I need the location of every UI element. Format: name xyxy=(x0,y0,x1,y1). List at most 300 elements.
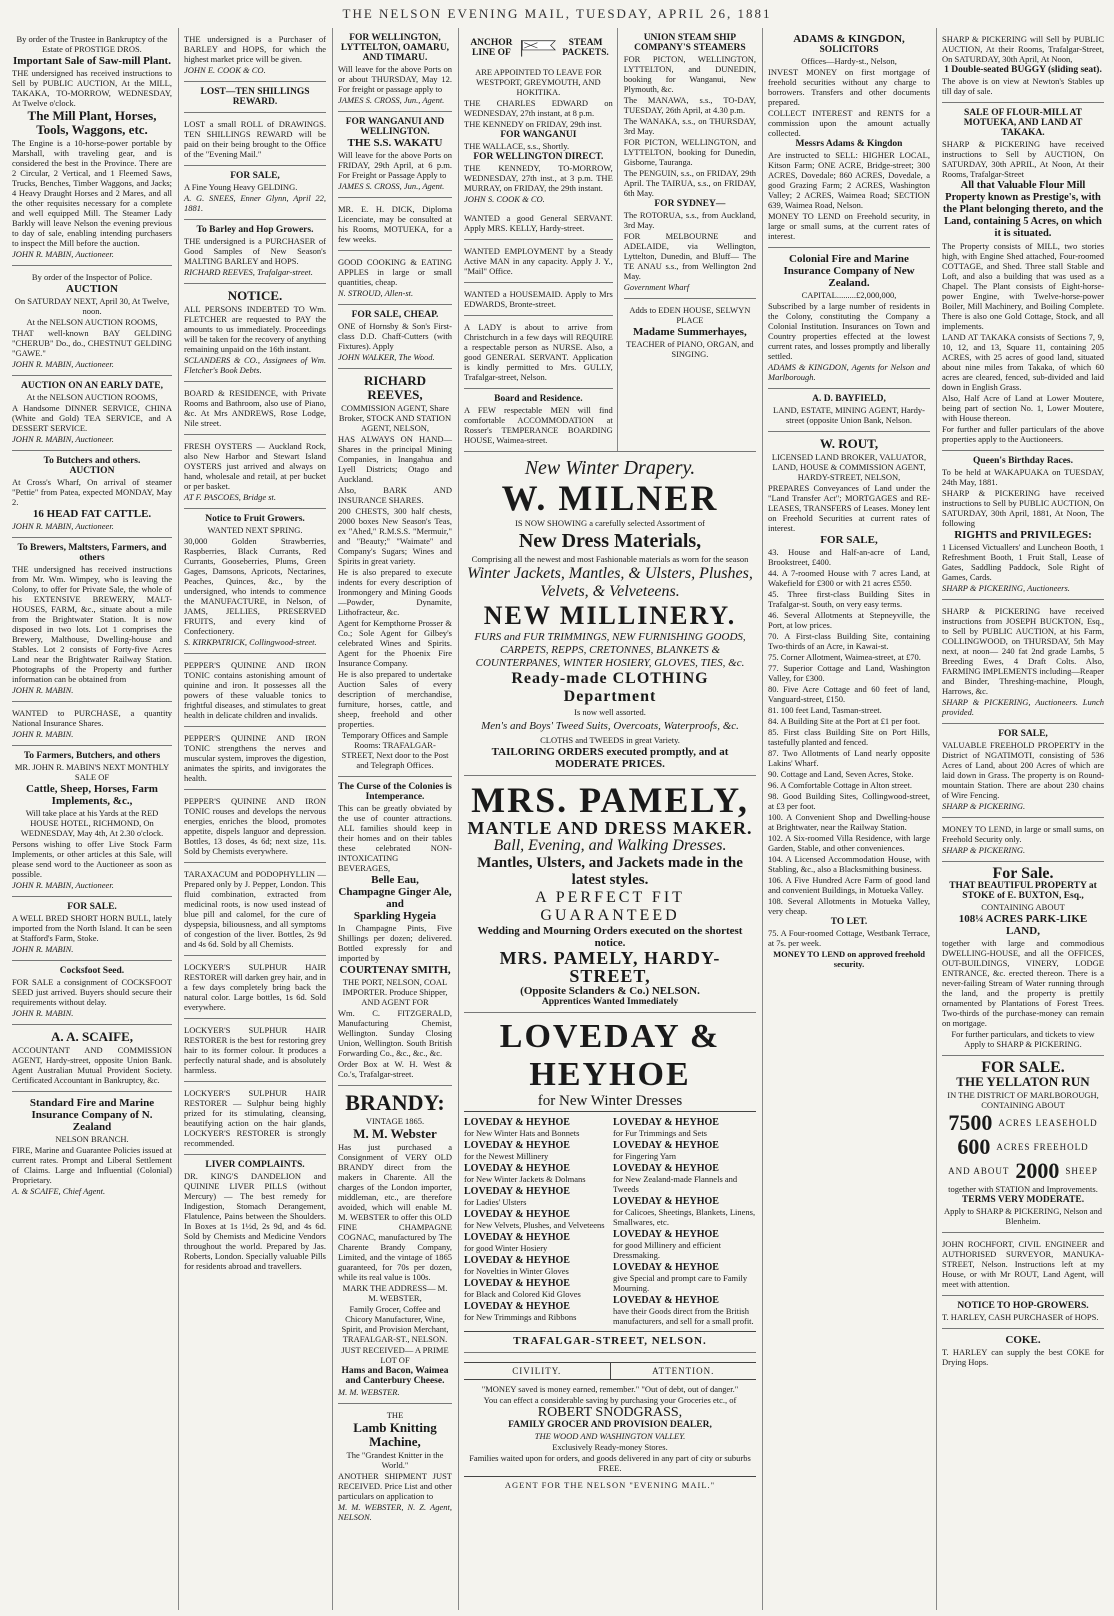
ad-title: NOTICE. xyxy=(227,288,283,303)
column-rule xyxy=(936,28,937,1610)
purchaser-ad xyxy=(184,28,326,82)
ad-headline: Ready-made CLOTHING Department xyxy=(511,670,709,705)
ad-headline: TAILORING ORDERS executed promptly, and at MODERATE PRICES. xyxy=(491,746,729,770)
ad-body: He is also prepared to execute indents for every description of Ironmongery and Mining Goods—Powder, Dynamite, Lithofracteur, &c. xyxy=(338,567,452,617)
bayfield-ad xyxy=(768,389,930,432)
ad-headline: 108¼ ACRES PARK-LIKE LAND, xyxy=(958,913,1088,937)
lockyer-ad xyxy=(184,956,326,1019)
ad-body: MARK THE ADDRESS— M. M. WEBSTER, xyxy=(342,1283,448,1303)
ad-body: ARE APPOINTED TO LEAVE FOR WESTPORT, GREYMOUTH, AND HOKITIKA. xyxy=(475,67,602,97)
ad-headline: MANTLE AND DRESS MAKER. xyxy=(467,818,753,838)
loveday-item-label: LOVEDAY & HEYHOE xyxy=(613,1262,719,1273)
loveday-item-label: LOVEDAY & HEYHOE xyxy=(613,1229,719,1240)
ad-body: FOR SALE a consignment of COCKSFOOT SEED just arrived. Buyers should secure their requirements without delay. xyxy=(12,977,172,1007)
ad-title: COKE. xyxy=(1005,1334,1041,1346)
ad-title: STEAM PACKETS. xyxy=(562,38,609,58)
ad-body: SHARP & PICKERING have received instructions from JOSEPH BUCKTON, Esq., to Sell by PUBLIC AUCTION, at his Farm, COLLINGWOOD, on THURSDAY, 5th May next, at noon— 240 fat 2nd grade Lambs, 5 Breeding Ewes, 4 Draft Colts. Also, FARMING IMPLEMENTS including—Reaper and Binder, Threshing-machine, Plough, Harrows, &c. xyxy=(942,606,1104,696)
union-company-ad xyxy=(624,28,756,451)
ad-body: GOOD COOKING & EATING APPLES in large or small quantities, cheap. xyxy=(338,257,452,287)
ad-title: FOR SALE, CHEAP. xyxy=(351,310,439,320)
loveday-item xyxy=(464,1117,607,1138)
loveday-item xyxy=(464,1140,607,1161)
ad-headline: THE S.S. WAKATU xyxy=(347,137,443,149)
ad-signature: SHARP & PICKERING, Auctioneers. xyxy=(942,583,1070,593)
ad-title: FOR SALE, xyxy=(230,171,280,181)
chaff-ad xyxy=(338,305,452,369)
loveday-item-label: LOVEDAY & HEYHOE xyxy=(613,1295,719,1306)
ad-title: FOR SALE. xyxy=(67,902,117,912)
loveday-item xyxy=(613,1140,756,1161)
loveday-list xyxy=(464,1115,756,1328)
ad-body: THE undersigned is a PURCHASER of Good Samples of New Season's MALTING BARLEY and HOPS. xyxy=(184,236,326,266)
brandy-ad xyxy=(338,1086,452,1404)
column-6 xyxy=(938,28,1108,1610)
ad-body: THE undersigned has received instructions to Sell by PUBLIC AUCTION, At the MILL, TAKAKA, TO-MORROW, WEDNESDAY, At Twelve o'clock. xyxy=(12,68,172,108)
property-list-item: 81. 100 feet Land, Tasman-street. xyxy=(768,705,882,715)
pamely-ad xyxy=(464,776,756,1013)
loveday-item-text: for Ladies' Ulsters xyxy=(464,1197,527,1207)
ad-body: FOR PICTON, WELLINGTON, LYTTELTON, and DUNEDIN, booking for Wanganui, New Plymouth, &c. xyxy=(623,54,756,94)
loveday-item xyxy=(464,1209,607,1230)
ad-body: At the NELSON AUCTION ROOMS, xyxy=(26,392,158,402)
property-list-item: 85. First class Building Site on Port Hills, tastefully planted and fenced. xyxy=(768,727,930,747)
board-ad xyxy=(184,382,326,435)
ad-title: Notice to Fruit Growers. xyxy=(205,514,305,524)
brewers-ad xyxy=(12,538,172,702)
property-list-item: 104. A Licensed Accommodation House, with Stabling, &c., also a Blacksmithing business. xyxy=(768,854,930,874)
wanted-ad xyxy=(12,702,172,746)
ad-body: For further and fuller particulars of the above properties apply to the Auctioneers. xyxy=(942,424,1104,444)
ad-body: 75. A Four-roomed Cottage, Westbank Terrace, at 7s. per week. xyxy=(768,928,930,948)
ad-headline: THE YELLATON RUN xyxy=(956,1074,1090,1089)
anchor-line-ad xyxy=(464,28,618,451)
ad-title: SOLICITORS xyxy=(819,45,879,55)
ad-title: A. A. SCAIFE, xyxy=(51,1029,133,1044)
ad-body: "MONEY saved is money earned, remember." "Out of debt, out of danger." xyxy=(481,1384,739,1394)
ad-intro: By order of the Inspector of Police. xyxy=(31,272,153,282)
ad-body: ALL PERSONS INDEBTED TO Wm. FLETCHER are requested to PAY the amounts to us immediately. Proceedings will be taken for the recovery of anything remaining unpaid on the 16th instant. xyxy=(184,304,326,354)
loveday-item-text: have their Goods direct from the British manufacturers, and sell for a small profit. xyxy=(613,1306,754,1326)
ad-body: Family Grocer, Coffee and Chicory Manufacturer, Wine, Spirit, and Provision Merchant, TRAFALGAR-ST., NELSON. xyxy=(341,1304,449,1344)
ad-body: SHARP & PICKERING have received instructions to Sell by PUBLIC AUCTION, On SATURDAY, 30th April, 1881, At Noon, The following xyxy=(942,488,1104,528)
ad-signature: ADAMS & KINGDON, Agents for Nelson and Marlborough. xyxy=(768,362,930,382)
loveday-item xyxy=(613,1262,756,1293)
property-list-item: 108. Several Allotments in Motueka Valley, very cheap. xyxy=(768,896,930,916)
ad-title: FOR SALE, xyxy=(820,534,878,546)
ad-body: Agent for Kempthorne Prosser & Co.; Sole Agent for Gilbey's celebrated Wines and Spirits. Agent for the Phoenix Fire Insurance Company. xyxy=(338,618,452,668)
ad-signature: M. M. WEBSTER. xyxy=(338,1387,400,1397)
ad-title: For Sale. xyxy=(992,865,1054,882)
loveday-ad xyxy=(464,1013,756,1353)
ad-title: TO LET. xyxy=(830,917,868,927)
loveday-item-label: LOVEDAY & HEYHOE xyxy=(464,1209,570,1220)
flour-mill-ad xyxy=(942,103,1104,451)
standard-ad xyxy=(12,1092,172,1202)
ad-label: CIVILITY. xyxy=(512,1366,562,1376)
ad-headline: MRS. PAMELY, HARDY-STREET, xyxy=(499,948,721,986)
ad-title: Queen's Birthday Races. xyxy=(972,456,1073,466)
ad-body: Order Box at W. H. West & Co.'s, Trafalgar-street. xyxy=(338,1059,452,1079)
loveday-item-label: LOVEDAY & HEYHOE xyxy=(464,1232,570,1243)
loveday-item-label: LOVEDAY & HEYHOE xyxy=(464,1140,570,1151)
ad-body: 30,000 Golden Strawberries, Raspberries, Black Currants, Red Currants, Gooseberries, Plums, Green Gages, Damsons, Apricots, Nectarines, Peaches, Quinces, &c., by the undersigned, who intends to commence the MANUFACTURE, in Nelson, of JAMS, JELLIES, PRESERVED FRUITS, and every kind of Confectionery. xyxy=(184,536,326,636)
property-list xyxy=(768,547,930,916)
ad-title: FOR WANGANUI AND WELLINGTON. xyxy=(345,117,445,137)
ad-body: Subscribed by a large number of residents in the Colony, constituting the Company a Colonial Institution. Insurances on Town and Country properties effected at the lowest current rates, and losses promptly and liberally settled. xyxy=(768,301,930,361)
ad-body: AGENT FOR THE NELSON "EVENING MAIL." xyxy=(504,1480,716,1490)
ad-body: Comprising all the newest and most Fashionable materials as worn for the season xyxy=(471,554,749,564)
ad-body: BOARD & RESIDENCE, with Private Rooms and Bathroom, also use of Piano, &c. At Mrs ANDREWS, Rose Lodge, Nile street. xyxy=(184,388,326,428)
ad-body: SHARP & PICKERING have received instructions to Sell by AUCTION, On SATURDAY, 30th APRIL, At Noon, At their Rooms, Trafalgar-Street xyxy=(942,139,1104,179)
ad-headline: Belle Eau, xyxy=(371,874,419,886)
ad-title: Standard Fire and Marine Insurance Company of N. Zealand xyxy=(29,1097,155,1133)
ad-body: LOCKYER'S SULPHUR HAIR RESTORER will darken grey hair, and in a few days completely bring back the natural color. Large bottles, 1s 6d. Sold everywhere. xyxy=(184,962,326,1012)
ad-body: MR. JOHN R. MABIN'S NEXT MONTHLY SALE OF xyxy=(14,762,170,782)
ad-headline: Champagne Ginger Ale, and xyxy=(338,886,452,910)
property-list-item: 98. Good Building Sites, Collingwood-street, at £3 per foot. xyxy=(768,791,930,811)
loveday-item xyxy=(464,1163,607,1184)
loveday-left-column xyxy=(464,1115,607,1328)
ad-title: FOR SALE, xyxy=(998,729,1048,739)
ad-body: FURS and FUR TRIMMINGS, NEW FURNISHING GOODS, CARPETS, REPPS, CRETONNES, BLANKETS & COUNTERPANES, WINTER HOSIERY, GLOVES, TIES, &c. xyxy=(474,631,746,669)
ad-title: ANCHOR LINE OF xyxy=(470,38,513,58)
ad-body: THAT well-known BAY GELDING "CHERUB" Do., do., CHESTNUT GELDING "GAWE." xyxy=(12,328,172,358)
ad-title: MRS. PAMELY, xyxy=(471,780,749,820)
loveday-item xyxy=(464,1186,607,1207)
ad-body: CLOTHS and TWEEDS in great Variety. xyxy=(540,735,680,745)
employment-ad xyxy=(464,240,613,283)
column-rule xyxy=(178,28,179,1610)
ad-body: THE KENNEDY on FRIDAY, 29th inst. xyxy=(464,119,602,129)
loveday-item-text: for Fur Trimmings and Sets xyxy=(613,1128,707,1138)
ad-title: FOR SALE. xyxy=(981,1059,1065,1076)
rochfort-ad xyxy=(942,1233,1104,1296)
ad-signature: JOHN R. MABIN. xyxy=(12,729,74,739)
ad-body: JOHN ROCHFORT, CIVIL ENGINEER and AUTHORISED SURVEYOR, MANUKA-STREET, Nelson. Instructions left at my House, or with Mr ROUT, Land Agent, will meet with attention. xyxy=(942,1239,1104,1289)
ad-body: VINTAGE 1865. xyxy=(365,1116,425,1126)
forsale-ad xyxy=(942,724,1104,818)
ad-body: TARAXACUM and PODOPHYLLIN — Prepared only by J. Pepper, London. This fluid combination, extracted from medicinal roots, is now used instead of blue pill and calomel, for the cure of dyspepsia, biliousness, and all symptoms of congestion of the liver. Bottles, 2s 9d and 4s 6d. Sold by all Chemists. xyxy=(184,869,326,949)
ad-body: HAS ALWAYS ON HAND— Shares in the principal Mining Companies, in Inangahua and Lyell Districts; Otago and Auckland. xyxy=(338,434,452,484)
ad-headline: Winter Jackets, Mantles, & Ulsters, Plushes, Velvets, & Velveteens. xyxy=(467,565,753,600)
ad-body: T. HARLEY, CASH PURCHASER of HOPS. xyxy=(942,1312,1099,1322)
ad-body: INVEST MONEY on first mortgage of freehold securities without any charge to borrowers. Transfers and other documents prepared. xyxy=(768,67,930,107)
ad-label: ATTENTION. xyxy=(610,1363,757,1379)
ad-headline: A PERFECT FIT GUARANTEED xyxy=(535,889,685,924)
ad-title: Colonial Fire and Marine Insurance Company of New Zealand. xyxy=(783,253,915,289)
ad-title: RICHARD REEVES, xyxy=(363,373,427,402)
loveday-item-label: LOVEDAY & HEYHOE xyxy=(613,1117,719,1128)
loveday-item-text: for good Winter Hosiery xyxy=(464,1243,548,1253)
lockyer-ad xyxy=(184,1082,326,1155)
ad-body: The "Grandest Knitter in the World." xyxy=(346,1450,444,1470)
ad-title: Lamb Knitting Machine, xyxy=(353,1420,437,1449)
ad-body: Are instructed to SELL: HIGHER LOCAL, Kitson Farm; ONE ACRE, Bridge-street; 300 ACRES, Dovedale; 860 ACRES, Dovedale, a good Grazing Farm; 2 ACRES, Washington Valley; 2 ACRES, Waimea Road; SECTION 639, Waimea Road, Nelson. xyxy=(768,150,930,210)
ad-body: MR. E. H. DICK, Diploma Licenciate, may be consulted at his Rooms, MOTUEKA, for a few weeks. xyxy=(338,204,452,244)
lost-ad xyxy=(184,82,326,113)
temperance-ad xyxy=(338,777,452,1086)
ad-signature: JOHN R. MABIN, Auctioneer. xyxy=(12,359,114,369)
ad-body: A Fine Young Heavy GELDING. xyxy=(184,182,298,192)
ad-body: Is now well assorted. xyxy=(574,707,646,717)
reeves-ad xyxy=(338,369,452,777)
ad-body: (Opposite Sclanders & Co.) NELSON. xyxy=(520,985,700,997)
loveday-item-text: for New Velvets, Plushes, and Velveteens xyxy=(464,1220,605,1230)
ad-headline: Sparkling Hygeia xyxy=(353,910,437,922)
hop-notice-ad xyxy=(942,1296,1104,1329)
sheep-count: 2000 xyxy=(1015,1158,1060,1183)
ad-headline: Ball, Evening, and Walking Dresses. xyxy=(493,837,727,854)
property-list-item: 45. Three first-class Building Sites in Trafalgar-st. South, on very easy terms. xyxy=(768,589,930,609)
ad-headline: The Mill Plant, Horses, Tools, Waggons, etc. xyxy=(27,108,157,137)
ad-headline: 1 Double-seated BUGGY (sliding seat). xyxy=(944,65,1102,75)
barley-ad xyxy=(184,220,326,284)
loveday-item-label: LOVEDAY & HEYHOE xyxy=(464,1117,570,1128)
ad-body: On SATURDAY NEXT, April 30, At Twelve, noon. xyxy=(14,296,170,316)
ad-title: UNION STEAM SHIP COMPANY'S STEAMERS xyxy=(634,33,746,53)
forsale-ad xyxy=(12,897,172,961)
ad-body: The MANAWA, s.s., TO-DAY, TUESDAY, 26th April, at 4.30 p.m. xyxy=(623,95,756,115)
ad-signature: JOHN R. MABIN, Auctioneer. xyxy=(12,249,114,259)
ad-body: together with large and commodious DWELLING-HOUSE, and all the OFFICES, OUT-BUILDINGS, VINERY, LODGE ENTRANCE, &c. erected thereon. There is a never-failing Stream of Water running through the land, and the property is prettily ornamented by Plantations of Forest Trees. Two-thirds of the purchase-money can remain on mortgage. xyxy=(942,938,1104,1028)
property-list-item: 96. A Comfortable Cottage in Alton street. xyxy=(768,780,913,790)
loveday-item-text: for New Winter Jackets & Dolmans xyxy=(464,1174,586,1184)
ad-headline: Messrs Adams & Kingdon xyxy=(795,139,903,149)
ad-title: Important Sale of Saw-mill Plant. xyxy=(13,55,171,67)
ad-body: A LADY is about to arrive from Christchurch in a few days will REQUIRE a respectable person as NURSE. Also, a good GENERAL SERVANT. Application is kindly permitted to Mrs. GULLY, Trafalgar-street, Nelson. xyxy=(464,322,613,382)
shipping-row xyxy=(464,28,756,452)
ad-title: The Curse of the Colonies is Intemperance. xyxy=(338,782,452,802)
loveday-item xyxy=(613,1196,756,1227)
ad-signature: JAMES S. CROSS, Jun., Agent. xyxy=(338,181,445,191)
loveday-item xyxy=(613,1117,756,1138)
ad-title: NOTICE TO HOP-GROWERS. xyxy=(957,1301,1089,1311)
ad-title: AUCTION xyxy=(69,466,115,476)
ad-body: Temporary Offices and Sample Rooms: TRAFALGAR-STREET, Next door to the Post and Telegraph Offices. xyxy=(341,730,449,770)
ad-body: WANTED to PURCHASE, a quantity National Insurance Shares. xyxy=(12,708,172,728)
ad-body: Families waited upon for orders, and goods delivered in any part of city or suburbs FREE. xyxy=(469,1453,751,1473)
loveday-item-label: LOVEDAY & HEYHOE xyxy=(613,1140,719,1151)
ad-body: JUST RECEIVED— A PRIME LOT OF xyxy=(341,1345,449,1365)
property-list-item: 102. A Six-roomed Villa Residence, with large Garden, Stable, and other conveniences. xyxy=(768,833,930,853)
ad-body: LOCKYER'S SULPHUR HAIR RESTORER — Sulphur being highly prized for its stimulating, cleansing, beautifying action on the hair glands, LOCKYER'S RESTORER is strongly recommended. xyxy=(184,1088,326,1148)
pepper-ad xyxy=(184,727,326,790)
ad-title: LOST—TEN SHILLINGS REWARD. xyxy=(200,87,310,107)
servant-ad xyxy=(464,207,613,240)
scaife-ad xyxy=(12,1025,172,1092)
ad-signature: JOHN R. MABIN. xyxy=(12,685,74,695)
ad-headline: Madame Summerhayes, xyxy=(633,326,747,338)
pepper-ad xyxy=(184,790,326,863)
loveday-item xyxy=(464,1278,607,1299)
notice-ad xyxy=(184,284,326,382)
forsale-ad xyxy=(184,166,326,220)
liver-ad xyxy=(184,1155,326,1277)
ad-headline: NEW MILLINERY. xyxy=(483,601,737,630)
ad-body: You can effect a considerable saving by purchasing your Groceries etc., of xyxy=(483,1395,737,1405)
lost-ad xyxy=(184,113,326,166)
ad-signature: RICHARD REEVES, Trafalgar-street. xyxy=(184,267,313,277)
loveday-item-label: LOVEDAY & HEYHOE xyxy=(464,1186,570,1197)
property-list-item: 75. Corner Allotment, Waimea-street, at £70. xyxy=(768,652,921,662)
acreage-value: 600 xyxy=(957,1134,991,1159)
ad-title: LOVEDAY & HEYHOE xyxy=(499,1018,721,1093)
ad-body: LOCKYER'S SULPHUR HAIR RESTORER is the best for restoring grey hair to its former colour. It produces a perfectly natural shade, and is absolutely harmless. xyxy=(184,1025,326,1075)
loveday-item-label: LOVEDAY & HEYHOE xyxy=(464,1301,570,1312)
ad-body: Has just purchased a Consignment of VERY OLD BRANDY direct from the makers in Charente. All the charges of the London importer, middleman, etc., are therefore avoided, which will enable M. M. WEBSTER to offer this OLD FINE CHAMPAGNE COGNAC, manufactured by The Charente Brandy Company, Limited, and the vintage of 1865 guaranteed, for 70s per dozen, while its real value is 100s. xyxy=(338,1142,452,1282)
column-5 xyxy=(764,28,934,1610)
ad-headline: RIGHTS and PRIVILEGES: xyxy=(954,529,1092,541)
ad-signature: JOHN R. MABIN. xyxy=(12,944,74,954)
ad-signature: JOHN R. MABIN, Auctioneer. xyxy=(12,880,114,890)
shipping-ad xyxy=(338,112,452,198)
ad-title: To Butchers and others. xyxy=(43,456,141,466)
adams-kingdon-ad xyxy=(768,28,930,248)
money-ad xyxy=(942,818,1104,862)
ad-body: At the NELSON AUCTION ROOMS, xyxy=(26,317,158,327)
yellaton-ad xyxy=(942,1056,1104,1233)
column-rule xyxy=(458,28,459,1610)
ad-body: The WANAKA, s.s., on THURSDAY, 3rd May. xyxy=(623,116,756,136)
property-list-item: 44. A 7-roomed House with 7 acres Land, at Wakefield for £300 or with 21 acres £550. xyxy=(768,568,930,588)
ad-title: AUCTION ON AN EARLY DATE, xyxy=(21,381,163,391)
ad-signature: JOHN E. COOK & CO. xyxy=(184,65,266,75)
ad-headline: New Dress Materials, xyxy=(518,530,702,552)
ad-body: Also, Half Acre of Land at Lower Moutere, being part of section No. 1, Lower Moutere, with House thereon. xyxy=(942,393,1104,423)
loveday-item-label: LOVEDAY & HEYHOE xyxy=(464,1255,570,1266)
ad-title: To Farmers, Butchers, and others xyxy=(23,751,161,761)
ad-body: WANTED NEXT SPRING. xyxy=(207,525,303,535)
cocksfoot-ad xyxy=(12,961,172,1025)
sawmill-ad xyxy=(12,28,172,266)
property-list-item: 46. Several Allotments at Stepneyville, the Port, at low prices. xyxy=(768,610,930,630)
ad-body: The Property consists of MILL, two stories high, with Engine Shed attached, Four-roomed COTTAGE, and Shed. Three stall Stable and Loft, and also a building that was used as a Chapel. The Plant consists of Eight-horse-power Engine, with Twelve-horse-power Boiler, Mill Machinery, and Boiling Complete. There is also one Gold Cottage, Stock, and all implements. xyxy=(942,241,1104,331)
auction-ad xyxy=(12,376,172,451)
races-ad xyxy=(942,451,1104,600)
ad-body: 200 CHESTS, 300 half chests, 2000 boxes New Season's Teas, ex "Ahed," R.M.S.S. "Mermuir," and "Beauty;" "Waimate" and Company's Sugars; Wines and Spirits in great variety. xyxy=(338,506,452,566)
ad-body: LOST a small ROLL of DRAWINGS. TEN SHILLINGS REWARD will be paid on their being brought to the Office of the "Evening Mail." xyxy=(184,119,326,159)
ad-signature: JOHN S. COOK & CO. xyxy=(464,194,545,204)
ad-body: To be held at WAKAPUAKA on TUESDAY, 24th May, 1881. xyxy=(942,467,1104,487)
ad-body: IS NOW SHOWING a carefully selected Assortment of xyxy=(515,518,705,528)
column-2 xyxy=(180,28,330,1610)
milner-ad xyxy=(464,452,756,776)
ad-signature: JOHN R. MABIN. xyxy=(12,1008,74,1018)
ad-body: Mantles, Ulsters, and Jackets made in the latest styles. xyxy=(477,855,743,888)
ad-signature: JOHN R. MABIN, Auctioneer. xyxy=(12,521,114,531)
ad-intro: By order of the Trustee in Bankruptcy of the Estate of PROSTIGE DROS. xyxy=(16,34,168,54)
ad-headline: W. MILNER xyxy=(501,478,719,518)
farmers-ad xyxy=(12,746,172,897)
property-list-item: 70. A First-class Building Site, containing Two-thirds of an Acre, in Kawai-st. xyxy=(768,631,930,651)
masthead: THE NELSON EVENING MAIL, TUESDAY, APRIL 26, 1881 xyxy=(342,6,772,21)
ad-signature: S. KIRKPATRICK, Collingwood-street. xyxy=(184,637,317,647)
property-list-item: 80. Five Acre Cottage and 60 feet of land, Vanguard-street, £150. xyxy=(768,684,930,704)
ad-body: Persons wishing to offer Live Stock Farm Implements, or other articles at this Sale, will please send word to the Auctioneer as soon as possible. xyxy=(12,839,172,879)
ad-body: TERMS VERY MODERATE. xyxy=(961,1195,1085,1205)
ad-body: FOR PICTON, WELLINGTON, and LYTTELTON, booking for Dunedin, Gisborne, Tauranga. xyxy=(623,137,756,167)
column-1 xyxy=(8,28,176,1610)
ad-body: Will leave for the above Ports on or about THURSDAY, May 12. For freight or passage apply to xyxy=(338,64,452,94)
ad-body: PEPPER'S QUININE AND IRON TONIC rouses and develops the nervous energies, enriches the blood, promotes appetite, dispels languor and depression. Bottles, 13 doses, 4s 6d; next size, 11s. Sold by Chemists everywhere. xyxy=(184,796,326,856)
ad-body: THE undersigned is a Purchaser of BARLEY and HOPS, for which the highest market price will be given. xyxy=(184,34,326,64)
loveday-item-label: LOVEDAY & HEYHOE xyxy=(464,1278,570,1289)
oysters-ad xyxy=(184,435,326,509)
ad-body: A Handsome DINNER SERVICE, CHINA (White and Gold) TEA SERVICE, and A DESSERT SERVICE. xyxy=(12,403,172,433)
music-teacher-ad xyxy=(624,298,756,365)
rout-ad xyxy=(768,432,930,975)
ad-body: The ROTORUA, s.s., from Auckland, 3rd May. xyxy=(623,210,756,230)
ad-body: WANTED a HOUSEMAID. Apply to Mrs EDWARDS, Bronte-street. xyxy=(464,289,613,309)
ad-body: T. HARLEY can supply the best COKE for Drying Hops. xyxy=(942,1347,1104,1367)
ad-body: Offices—Hardy-st., Nelson, xyxy=(801,56,897,66)
property-list-item: 87. Two Allotments of Land nearly opposite Lakins' Wharf. xyxy=(768,748,930,768)
ad-body: Men's and Boys' Tweed Suits, Overcoats, Waterproofs, &c. xyxy=(481,720,739,732)
ad-body: CONTAINING ABOUT xyxy=(981,902,1065,912)
ad-title: W. ROUT, xyxy=(819,436,879,451)
ad-headline: for New Winter Dresses xyxy=(537,1093,683,1109)
ad-body: SHARP & PICKERING will Sell by PUBLIC AUCTION, At their Rooms, Trafalgar-Street, On SATURDAY, 30th April, At Noon, xyxy=(942,34,1104,64)
ad-signature: JOHN R. MABIN, Auctioneer. xyxy=(12,434,114,444)
ad-body: The above is on view at Newton's Stables up till day of sale. xyxy=(942,76,1104,96)
ad-body: ONE of Hornsby & Son's First-class D.D. Chaff-Cutters (with Fixtures). Apply xyxy=(338,321,452,351)
loveday-item-label: LOVEDAY & HEYHOE xyxy=(464,1163,570,1174)
ad-headline: Cattle, Sheep, Horses, Farm Implements, &c., xyxy=(26,783,158,807)
loveday-item xyxy=(464,1232,607,1253)
ad-body: Wm. C. FITZGERALD, Manufacturing Chemist, Wellington. Sunday Closing Union, Wellington. South British Forwarding Co., &c., &c., &c. xyxy=(338,1008,452,1058)
ad-headline: 16 HEAD FAT CATTLE. xyxy=(32,508,152,520)
ad-title: To Brewers, Maltsters, Farmers, and others xyxy=(17,543,167,563)
ad-body: THE WALLACE, s.s., Shortly. xyxy=(464,141,570,151)
shipping-ad xyxy=(338,28,452,112)
ad-body: Will take place at his Yards at the RED HOUSE HOTEL, RICHMOND, On WEDNESDAY, May 4th, At 2.30 o'clock. xyxy=(20,808,164,838)
loveday-item xyxy=(464,1255,607,1276)
ad-body: Wedding and Mourning Orders executed on the shortest notice. xyxy=(477,925,743,949)
ad-body: CAPITAL.........£2,000,000, xyxy=(801,290,897,300)
ad-signature: SHARP & PICKERING, Auctioneers. Lunch provided. xyxy=(942,697,1104,717)
ad-signature: For further particulars, and tickets to view Apply to SHARP & PICKERING. xyxy=(951,1029,1095,1049)
ad-body: COLLECT INTEREST and RENTS for a commission upon the amount actually collected. xyxy=(768,108,930,138)
ad-body: LAND, ESTATE, MINING AGENT, Hardy-street (opposite Union Bank, Nelson. xyxy=(773,405,925,425)
ad-body: FRESH OYSTERS — Auckland Rock, also New Harbor and Stewart Island OYSTERS just arrived and always on hand, wholesale and retail, at per bucket or per basket. xyxy=(184,441,326,491)
ad-body: MONEY TO LEND on approved freehold security. xyxy=(773,949,925,969)
property-list-item: 100. A Convenient Shop and Dwelling-house at Brightwater, near the Railway Station. xyxy=(768,812,930,832)
ad-headline: COURTENAY SMITH, xyxy=(339,964,451,976)
ad-body: DR. KING'S DANDELION and QUININE LIVER PILLS (without Mercury) — The best remedy for Indigestion, Stomach Derangement, Flatulence, Pains between the Shoulders. In Boxes at 1s 1½d, 2s 9d, and 4s 6d. Sold by Chemists and Medicine Vendors throughout the world. Prepared by Jas. Roberts, London. Specially valuable Pills for residents abroad and travellers. xyxy=(184,1171,326,1271)
property-list-item: 84. A Building Site at the Port at £1 per foot. xyxy=(768,716,921,726)
ad-signature: SCLANDERS & CO., Assignees of Wm. Fletcher's Book Debts. xyxy=(184,355,326,375)
ad-body: NELSON BRANCH. xyxy=(55,1134,129,1144)
ad-body: Adds to EDEN HOUSE, SELWYN PLACE xyxy=(629,305,751,325)
ad-body: Also, BARK AND INSURANCE SHARES. xyxy=(338,485,452,505)
loveday-item-text: for the Newest Millinery xyxy=(464,1151,549,1161)
ad-headline: All that Valuable Flour Mill Property known as Prestige's, with the Plant belonging thereto, and the Land, containing 5 Acres, on which it is situated. xyxy=(942,180,1104,239)
loveday-item-text: for Novelties in Winter Gloves xyxy=(464,1266,569,1276)
sheep-label: SHEEP xyxy=(1065,1166,1098,1176)
loveday-item-text: for good Millinery and efficient Dressmaking. xyxy=(613,1240,721,1260)
ad-body: THE undersigned has received instructions from Mr. Wm. Wimpey, who is leaving the Colony, to offer for Private Sale, the whole of his EXTENSIVE BREWERY, MALT-HOUSES, FARM, &c., situate about a mile from the Brightwater Station. It is now disposed in two lots. Lot 1 comprises the Brewery, Malthouse, Dwelling-house and Stables. Lot 2 consists of Forty-five Acres Land near the Brightwater Railway Station. Photographs of the Property and further information can be obtained from xyxy=(12,564,172,684)
ad-signature: N. STROUD, Allen-st. xyxy=(338,288,414,298)
loveday-item xyxy=(464,1301,607,1322)
ad-body: ACCOUNTANT AND COMMISSION AGENT, Hardy-street, opposite Union Bank. Agent Australian Mutual Provident Society. Certificated Accountant in Bankruptcy, &c. xyxy=(12,1045,172,1085)
fruit-ad xyxy=(184,509,326,654)
ad-body: together with STATION and Improvements. xyxy=(948,1184,1098,1194)
flag-icon xyxy=(519,34,558,62)
ad-signature: JOHN WALKER, The Wood. xyxy=(338,352,435,362)
ad-body: WANTED a good General SERVANT. Apply MRS. KELLY, Hardy-street. xyxy=(464,213,613,233)
loveday-item-text: for New Winter Hats and Bonnets xyxy=(464,1128,580,1138)
ad-body: A FEW respectable MEN will find comfortable ACCOMMODATION at Rosser's TEMPERANCE BOARDING HOUSE, Waimea-street. xyxy=(464,405,613,445)
